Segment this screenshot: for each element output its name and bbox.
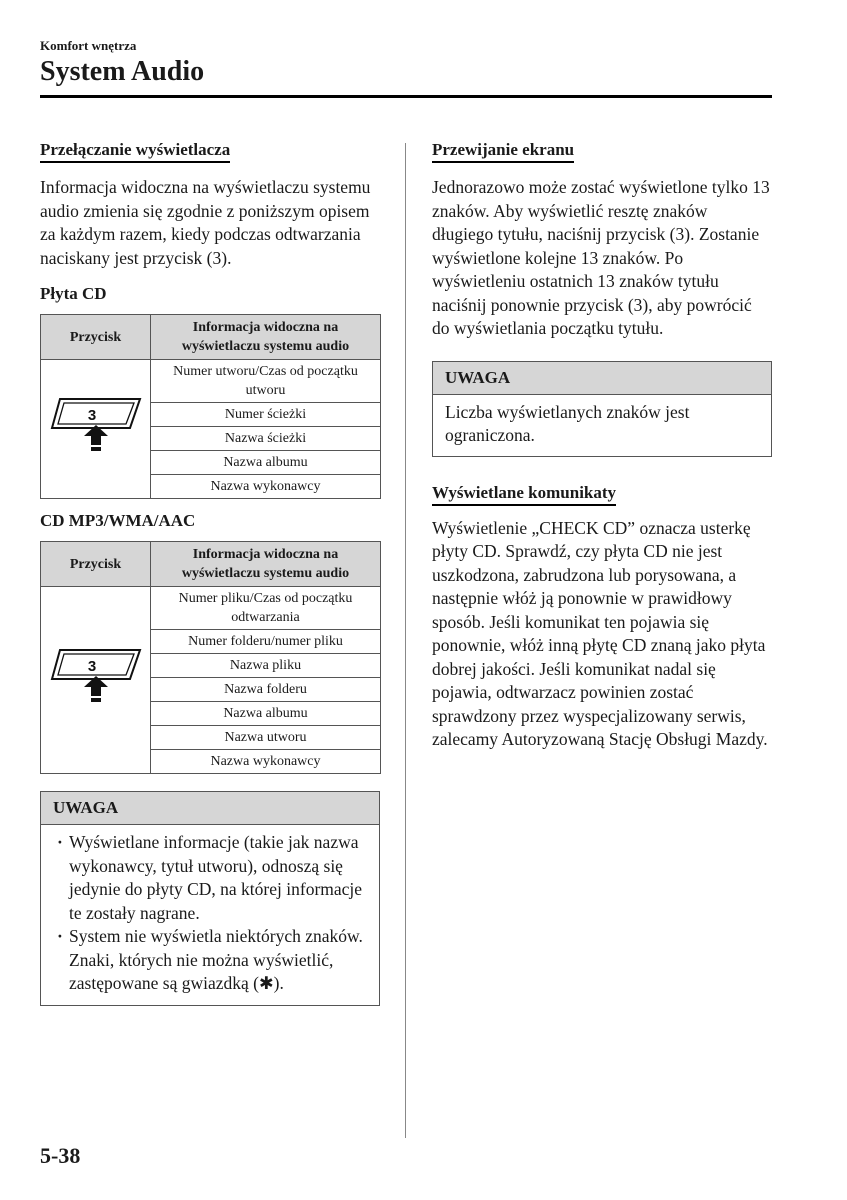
note-bullet: · System nie wyświetla niektórych znaków. Znaki, których nie można wyświetlić, zastępowane są gwiazdką (✱). xyxy=(53,925,367,997)
note-heading: UWAGA xyxy=(41,792,379,825)
right-note-box xyxy=(432,361,772,457)
table-cell: Numer utworu/Czas od początku utworu xyxy=(151,360,381,403)
table-cell: Nazwa ścieżki xyxy=(151,427,381,451)
header-button: Przycisk xyxy=(41,542,151,587)
button-number: 3 xyxy=(87,658,96,675)
right-column xyxy=(432,140,772,752)
asterisk-icon: ✱ xyxy=(258,974,274,994)
scroll-heading: Przewijanie ekranu xyxy=(432,140,574,163)
table-cell: Nazwa wykonawcy xyxy=(151,475,381,499)
note-bullet: · Wyświetlane informacje (takie jak nazwa wykonawcy, tytuł utworu), odnoszą się jedynie do płyty CD, na której informacje te zostały nagrane. xyxy=(53,831,367,925)
column-divider xyxy=(405,143,406,1138)
table-cell: Nazwa albumu xyxy=(151,702,381,726)
table-cell: Nazwa pliku xyxy=(151,654,381,678)
table-cell: Numer folderu/numer pliku xyxy=(151,630,381,654)
header-info: Informacja widoczna na wyświetlaczu systemu audio xyxy=(151,315,381,360)
button-number: 3 xyxy=(87,407,96,424)
table-header-row xyxy=(41,315,381,360)
display-switch-heading: Przełączanie wyświetlacza xyxy=(40,140,230,163)
header-button: Przycisk xyxy=(41,315,151,360)
table-header-row xyxy=(41,542,381,587)
preset-button-3-icon xyxy=(48,646,144,708)
left-note-box xyxy=(40,791,380,1006)
mp3-info-table xyxy=(40,541,381,774)
left-column xyxy=(40,140,380,1006)
table-cell: Nazwa albumu xyxy=(151,451,381,475)
mp3-table-title: CD MP3/WMA/AAC xyxy=(40,511,196,530)
button-cell xyxy=(41,587,151,774)
page-number: 5-38 xyxy=(40,1143,81,1168)
scroll-text: Jednorazowo może zostać wyświetlone tylko 13 znaków. Aby wyświetlić resztę znaków długiego tytułu, naciśnij przycisk (3). Zostanie wyświetlone kolejne 13 znaków. Po wyświetleniu ostatnich 13 znaków tytułu naciśnij ponownie przycisk (3), aby powrócić do wyświetlania początku tytułu. xyxy=(432,177,770,338)
note-bullet-text: System nie wyświetla niektórych znaków. Znaki, których nie można wyświetlić, zastępowane są gwiazdką xyxy=(69,926,363,993)
table-cell: Numer pliku/Czas od początku odtwarzania xyxy=(151,587,381,630)
table-cell: Nazwa wykonawcy xyxy=(151,750,381,774)
cd-table-title: Płyta CD xyxy=(40,284,107,303)
messages-heading: Wyświetlane komunikaty xyxy=(432,483,616,506)
display-switch-text: Informacja widoczna na wyświetlaczu systemu audio zmienia się zgodnie z poniższym opisem za każdym razem, kiedy podczas odtwarzania naciskany jest przycisk (3). xyxy=(40,177,371,268)
section-label: Komfort wnętrza xyxy=(40,38,137,53)
button-cell xyxy=(41,360,151,499)
header-info: Informacja widoczna na wyświetlaczu systemu audio xyxy=(151,542,381,587)
messages-text: Wyświetlenie „CHECK CD” oznacza usterkę płyty CD. Sprawdź, czy płyta CD nie jest uszkodzona, zabrudzona lub porysowana, a następnie włóż ją ponownie w prawidłowy sposób. Jeśli komunikat ten pojawia się ponownie, włóż inną płytę CD znaną jako płyta dobrej jakości. Jeśli komunikat nadal się pojawia, odtwarzacz powinien zostać sprawdzony przez wyspecjalizowany serwis, zalecamy Autoryzowaną Stację Obsługi Mazdy. xyxy=(432,517,768,749)
page-title: System Audio xyxy=(40,56,205,87)
table-cell: Nazwa folderu xyxy=(151,678,381,702)
note-heading: UWAGA xyxy=(433,362,771,395)
note-body: Liczba wyświetlanych znaków jest ograniczona. xyxy=(445,401,690,445)
table-cell: Nazwa utworu xyxy=(151,726,381,750)
title-rule xyxy=(40,95,772,98)
cd-info-table xyxy=(40,314,381,499)
note-body xyxy=(41,825,379,1005)
preset-button-3-icon xyxy=(48,395,144,457)
table-row xyxy=(41,360,381,403)
table-cell: Numer ścieżki xyxy=(151,403,381,427)
table-row xyxy=(41,587,381,630)
